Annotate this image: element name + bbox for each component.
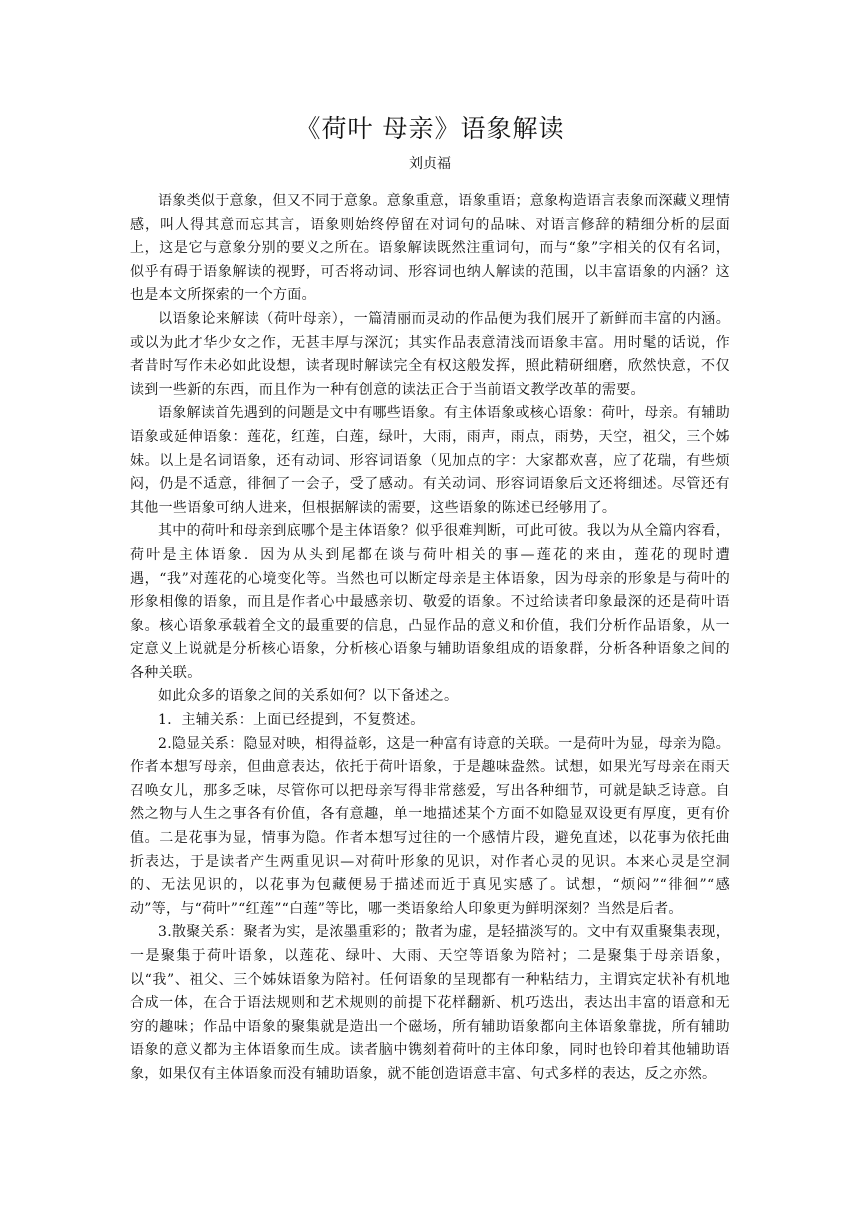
author-name: 刘贞福 <box>409 156 451 172</box>
document-title: 《荷叶 母亲》语象解读 <box>295 114 565 143</box>
article-body <box>130 190 730 1087</box>
paragraph-7: 2.隐显关系：隐显对映，相得益彰，这是一种富有诗意的关联。一是荷叶为显，母亲为隐。作者本想写母亲，但曲意表达，依托于荷叶语象，于是趣味盎然。试想，如果光写母亲在雨天召唤女儿，那多乏味，尽管你可以把母亲写得非常慈爱，写出各种细节，可就是缺乏诗意。自然之物与人生之事各有价值，各有意趣，单一地描述某个方面不如隐显双设更有厚度，更有价值。二是花事为显，情事为隐。作者本想写过往的一个感情片段，避免直述，以花事为依托曲折表达，于是读者产生两重见识—对荷叶形象的见识，对作者心灵的见识。本来心灵是空洞的、无法见识的，以花事为包藏便易于描述而近于真见实感了。试想，“烦闷”“徘徊”“感动”等，与“荷叶”“红莲”“白莲”等比，哪一类语象给人印象更为鲜明深刻？当然是后者。 <box>130 735 730 917</box>
paragraph-6: 1．主辅关系：上面已经提到，不复赘述。 <box>158 712 425 729</box>
paragraph-2: 以语象论来解读（荷叶母亲），一篇清丽而灵动的作品便为我们展开了新鲜而丰富的内涵。或以为此才华少女之作，无甚丰厚与深沉；其实作品表意清浅而语象丰富。用时髦的话说，作者昔时写作未必如此设想，读者现时解读完全有权这般发挥，照此精研细磨，欣然快意，不仅读到一些新的东西，而且作为一种有创意的读法正合于当前语文教学改革的需要。 <box>130 310 730 398</box>
paragraph-8: 3.散聚关系：聚者为实，是浓墨重彩的；散者为虚，是轻描淡写的。文中有双重聚集表现，一是聚集于荷叶语象，以莲花、绿叶、大雨、天空等语象为陪衬；二是聚集于母亲语象，以“我”、祖父、三个姊妹语象为陪衬。任何语象的呈现都有一种粘结力，主谓宾定状补有机地合成一体，在合于语法规则和艺术规则的前提下花样翻新、机巧迭出，表达出丰富的语意和无穷的趣味；作品中语象的聚集就是造出一个磁场，所有辅助语象都向主体语象靠拢，所有辅助语象的意义都为主体语象而生成。读者脑中镌刻着荷叶的主体印象，同时也铃印着其他辅助语象，如果仅有主体语象而没有辅助语象，就不能创造语意丰富、句式多样的表达，反之亦然。 <box>130 924 730 1082</box>
paragraph-4: 其中的荷叶和母亲到底哪个是主体语象？似乎很难判断，可此可彼。我以为从全篇内容看，荷叶是主体语象．因为从头到尾都在谈与荷叶相关的事—莲花的来由，莲花的现时遭遇，“我”对莲花的心境变化等。当然也可以断定母亲是主体语象，因为母亲的形象是与荷叶的形象相像的语象，而且是作者心中最感亲切、敬爱的语象。不过给读者印象最深的还是荷叶语象。核心语象承载着全文的最重要的信息，凸显作品的意义和价值，我们分析作品语象，从一定意义上说就是分析核心语象，分析核心语象与辅助语象组成的语象群，分析各种语象之间的各种关联。 <box>130 523 730 681</box>
paragraph-3: 语象解读首先遇到的问题是文中有哪些语象。有主体语象或核心语象：荷叶，母亲。有辅助语象或延伸语象：莲花，红莲，白莲，绿叶，大雨，雨声，雨点，雨势，天空，祖父，三个姊妹。以上是名词语象，还有动词、形容词语象（见加点的字：大家都欢喜，应了花瑞，有些烦闷，仍是不适意，徘徊了一会子，受了感动。有关动词、形容词语象后文还将细述。尽管还有其他一些语象可纳人进来，但根据解读的需要，这些语象的陈述已经够用了。 <box>130 405 730 516</box>
paragraph-1: 语象类似于意象，但又不同于意象。意象重意，语象重语；意象构造语言表象而深藏义理情感，叫人得其意而忘其言，语象则始终停留在对词句的品味、对语言修辞的精细分析的层面上，这是它与意象分别的要义之所在。语象解读既然注重词句，而与“象”字相关的仅有名词，似乎有碍于语象解读的视野，可否将动词、形容词也纳人解读的范围，以丰富语象的内涵？这也是本文所探索的一个方面。 <box>130 193 730 304</box>
paragraph-5: 如此众多的语象之间的关系如何？以下备述之。 <box>158 688 459 705</box>
